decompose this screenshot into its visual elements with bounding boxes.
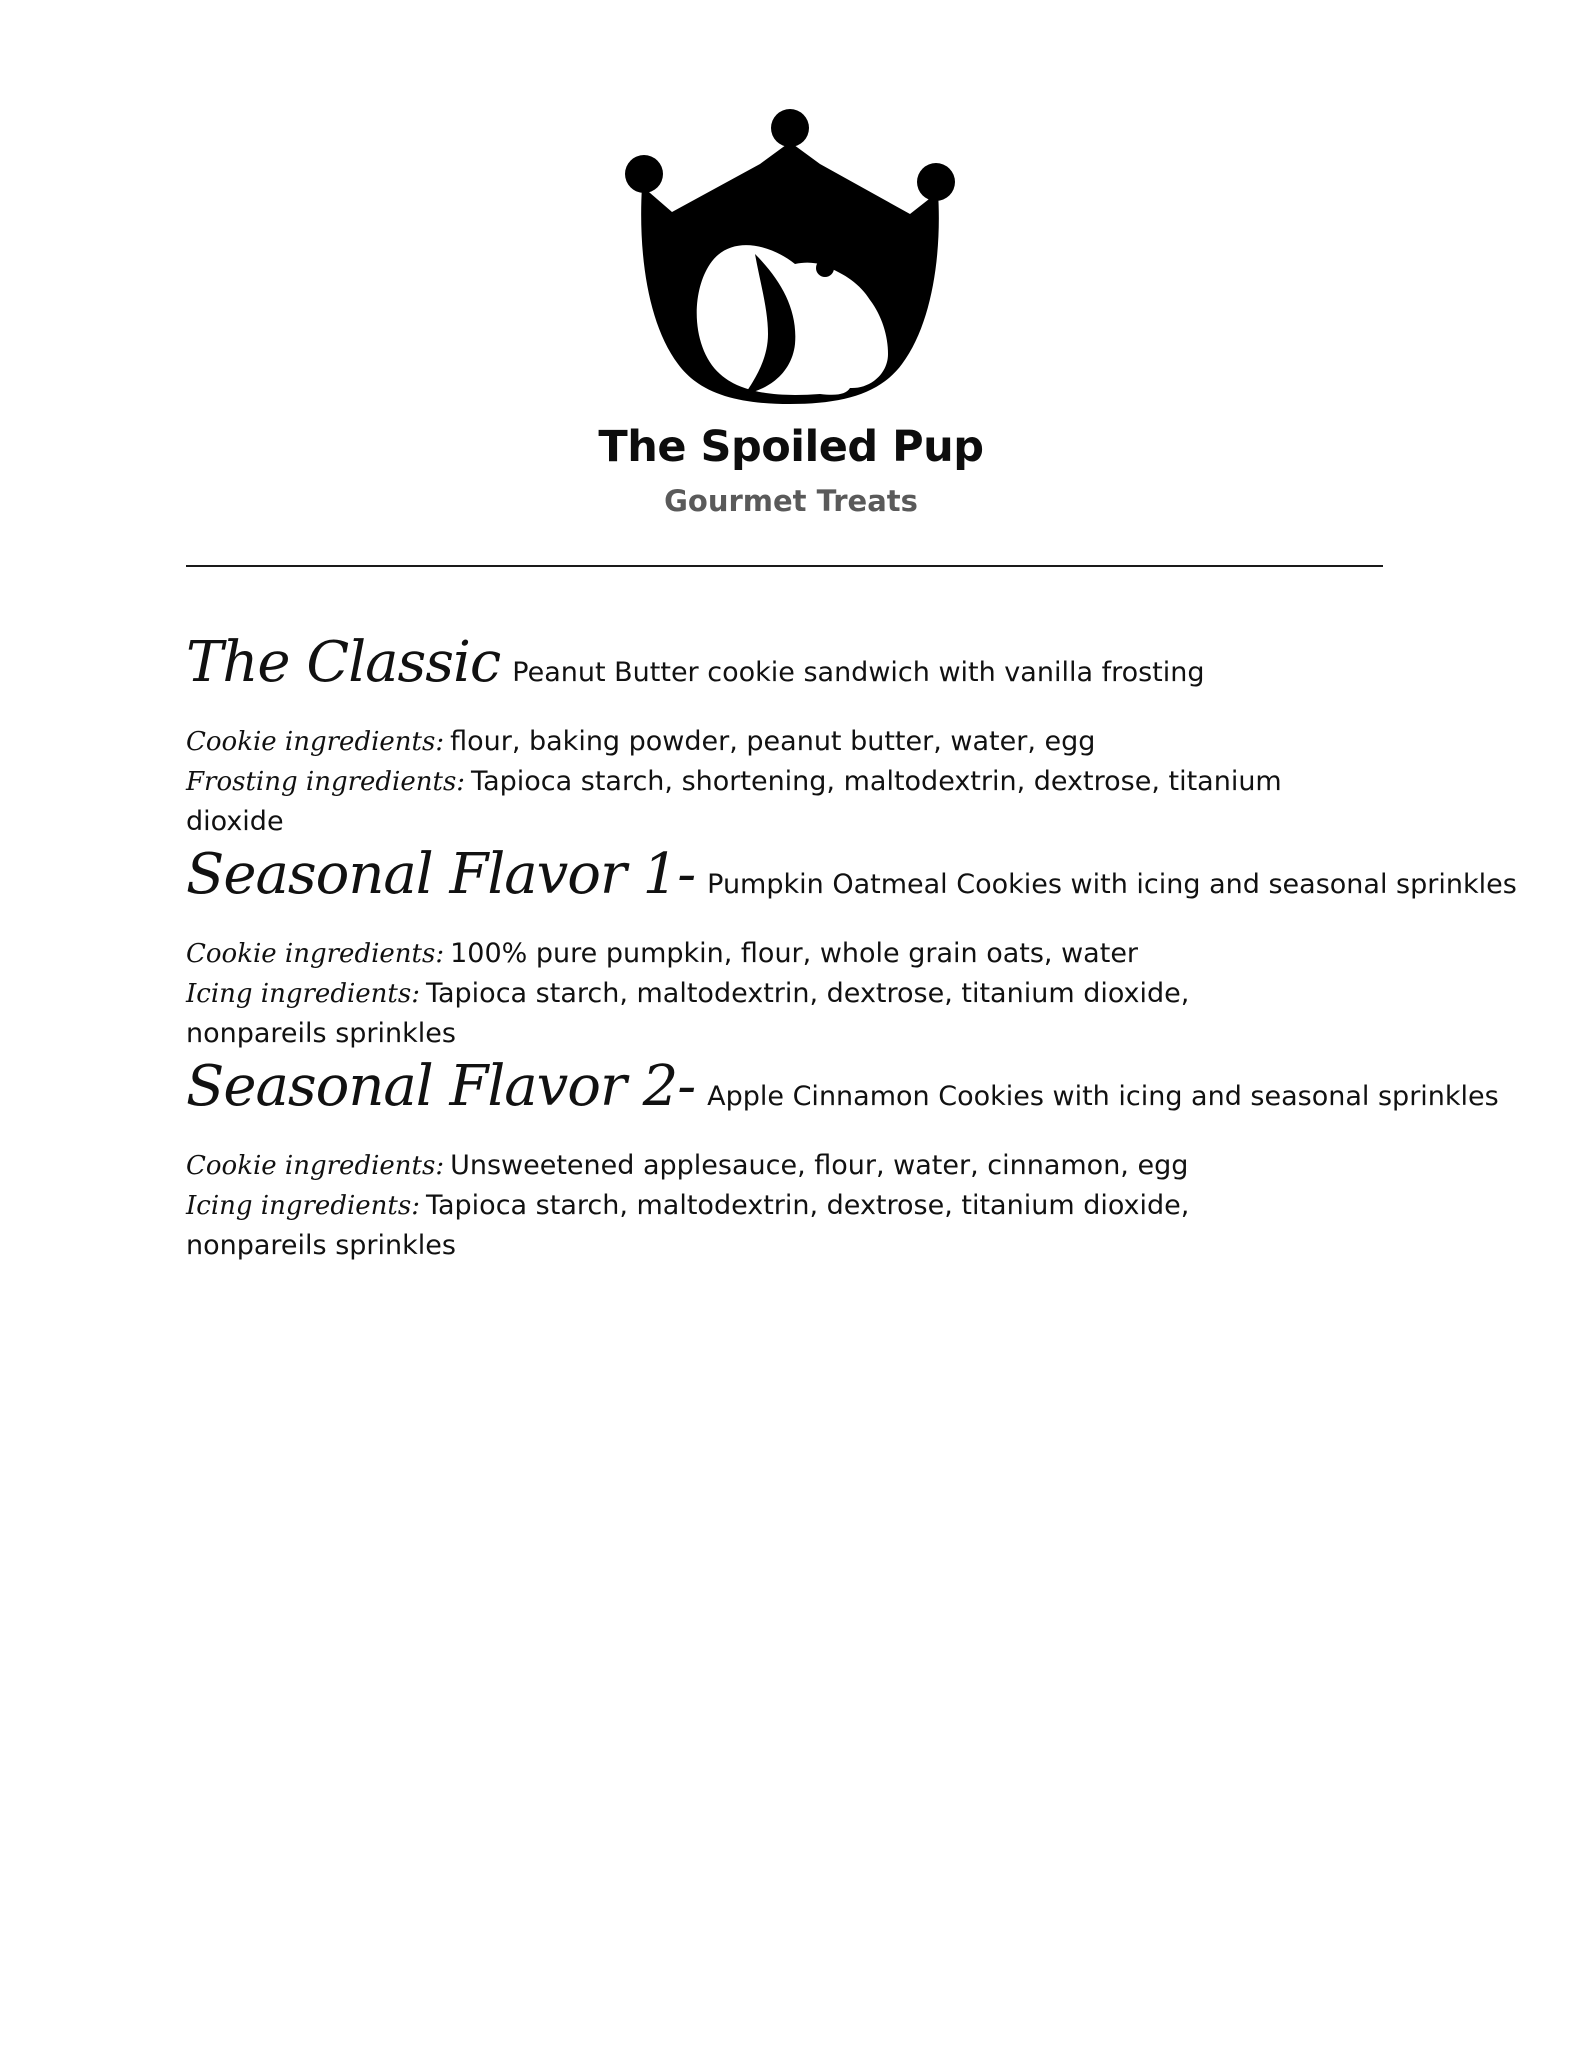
brand-name: The Spoiled Pup (598, 422, 984, 472)
ingredient-text: flour, baking powder, peanut butter, water, egg (450, 726, 1096, 757)
brand-tagline: Gourmet Treats (664, 484, 918, 518)
ingredient-line (186, 974, 1386, 1014)
ingredient-text: Tapioca starch, maltodextrin, dextrose, titanium dioxide, (425, 1190, 1190, 1221)
section-description: Peanut Butter cookie sandwich with vanilla frosting (512, 657, 1205, 688)
ingredient-line (186, 722, 1386, 762)
section-description: Apple Cinnamon Cookies with icing and seasonal sprinkles (707, 1081, 1499, 1112)
menu-section-seasonal-1 (186, 842, 1517, 1054)
ingredient-continuation: nonpareils sprinkles (186, 1018, 456, 1049)
ingredient-label: Frosting ingredients: (186, 767, 466, 797)
ingredient-line (186, 762, 1386, 842)
section-heading (186, 842, 1517, 922)
ingredient-line (186, 1146, 1386, 1186)
ingredient-text: Unsweetened applesauce, flour, water, cinnamon, egg (450, 1150, 1189, 1181)
menu-content (186, 630, 1517, 1266)
section-description: Pumpkin Oatmeal Cookies with icing and seasonal sprinkles (707, 869, 1517, 900)
header-divider (186, 565, 1383, 567)
ingredient-text: Tapioca starch, shortening, maltodextrin, dextrose, titanium dioxide (186, 766, 1282, 837)
section-heading (186, 1054, 1499, 1134)
menu-section-classic (186, 630, 1386, 842)
ingredients-list (186, 722, 1386, 842)
ingredient-label: Cookie ingredients: (186, 1151, 445, 1181)
ingredient-label: Icing ingredients: (186, 1191, 420, 1221)
menu-section-seasonal-2 (186, 1054, 1499, 1266)
ingredient-text: 100% pure pumpkin, flour, whole grain oats, water (450, 938, 1139, 969)
section-title: The Classic (186, 630, 501, 695)
section-title: Seasonal Flavor 2- (186, 1054, 696, 1119)
ingredient-text: Tapioca starch, maltodextrin, dextrose, titanium dioxide, (425, 978, 1190, 1009)
ingredient-line (186, 934, 1386, 974)
brand-logo (620, 104, 960, 414)
ingredient-label: Icing ingredients: (186, 979, 420, 1009)
ingredients-list (186, 1146, 1386, 1266)
ingredient-label: Cookie ingredients: (186, 727, 445, 757)
section-heading (186, 630, 1386, 710)
ingredient-label: Cookie ingredients: (186, 939, 445, 969)
ingredients-list (186, 934, 1386, 1054)
section-title: Seasonal Flavor 1- (186, 842, 696, 907)
ingredient-line (186, 1186, 1386, 1226)
ingredient-continuation: nonpareils sprinkles (186, 1230, 456, 1261)
